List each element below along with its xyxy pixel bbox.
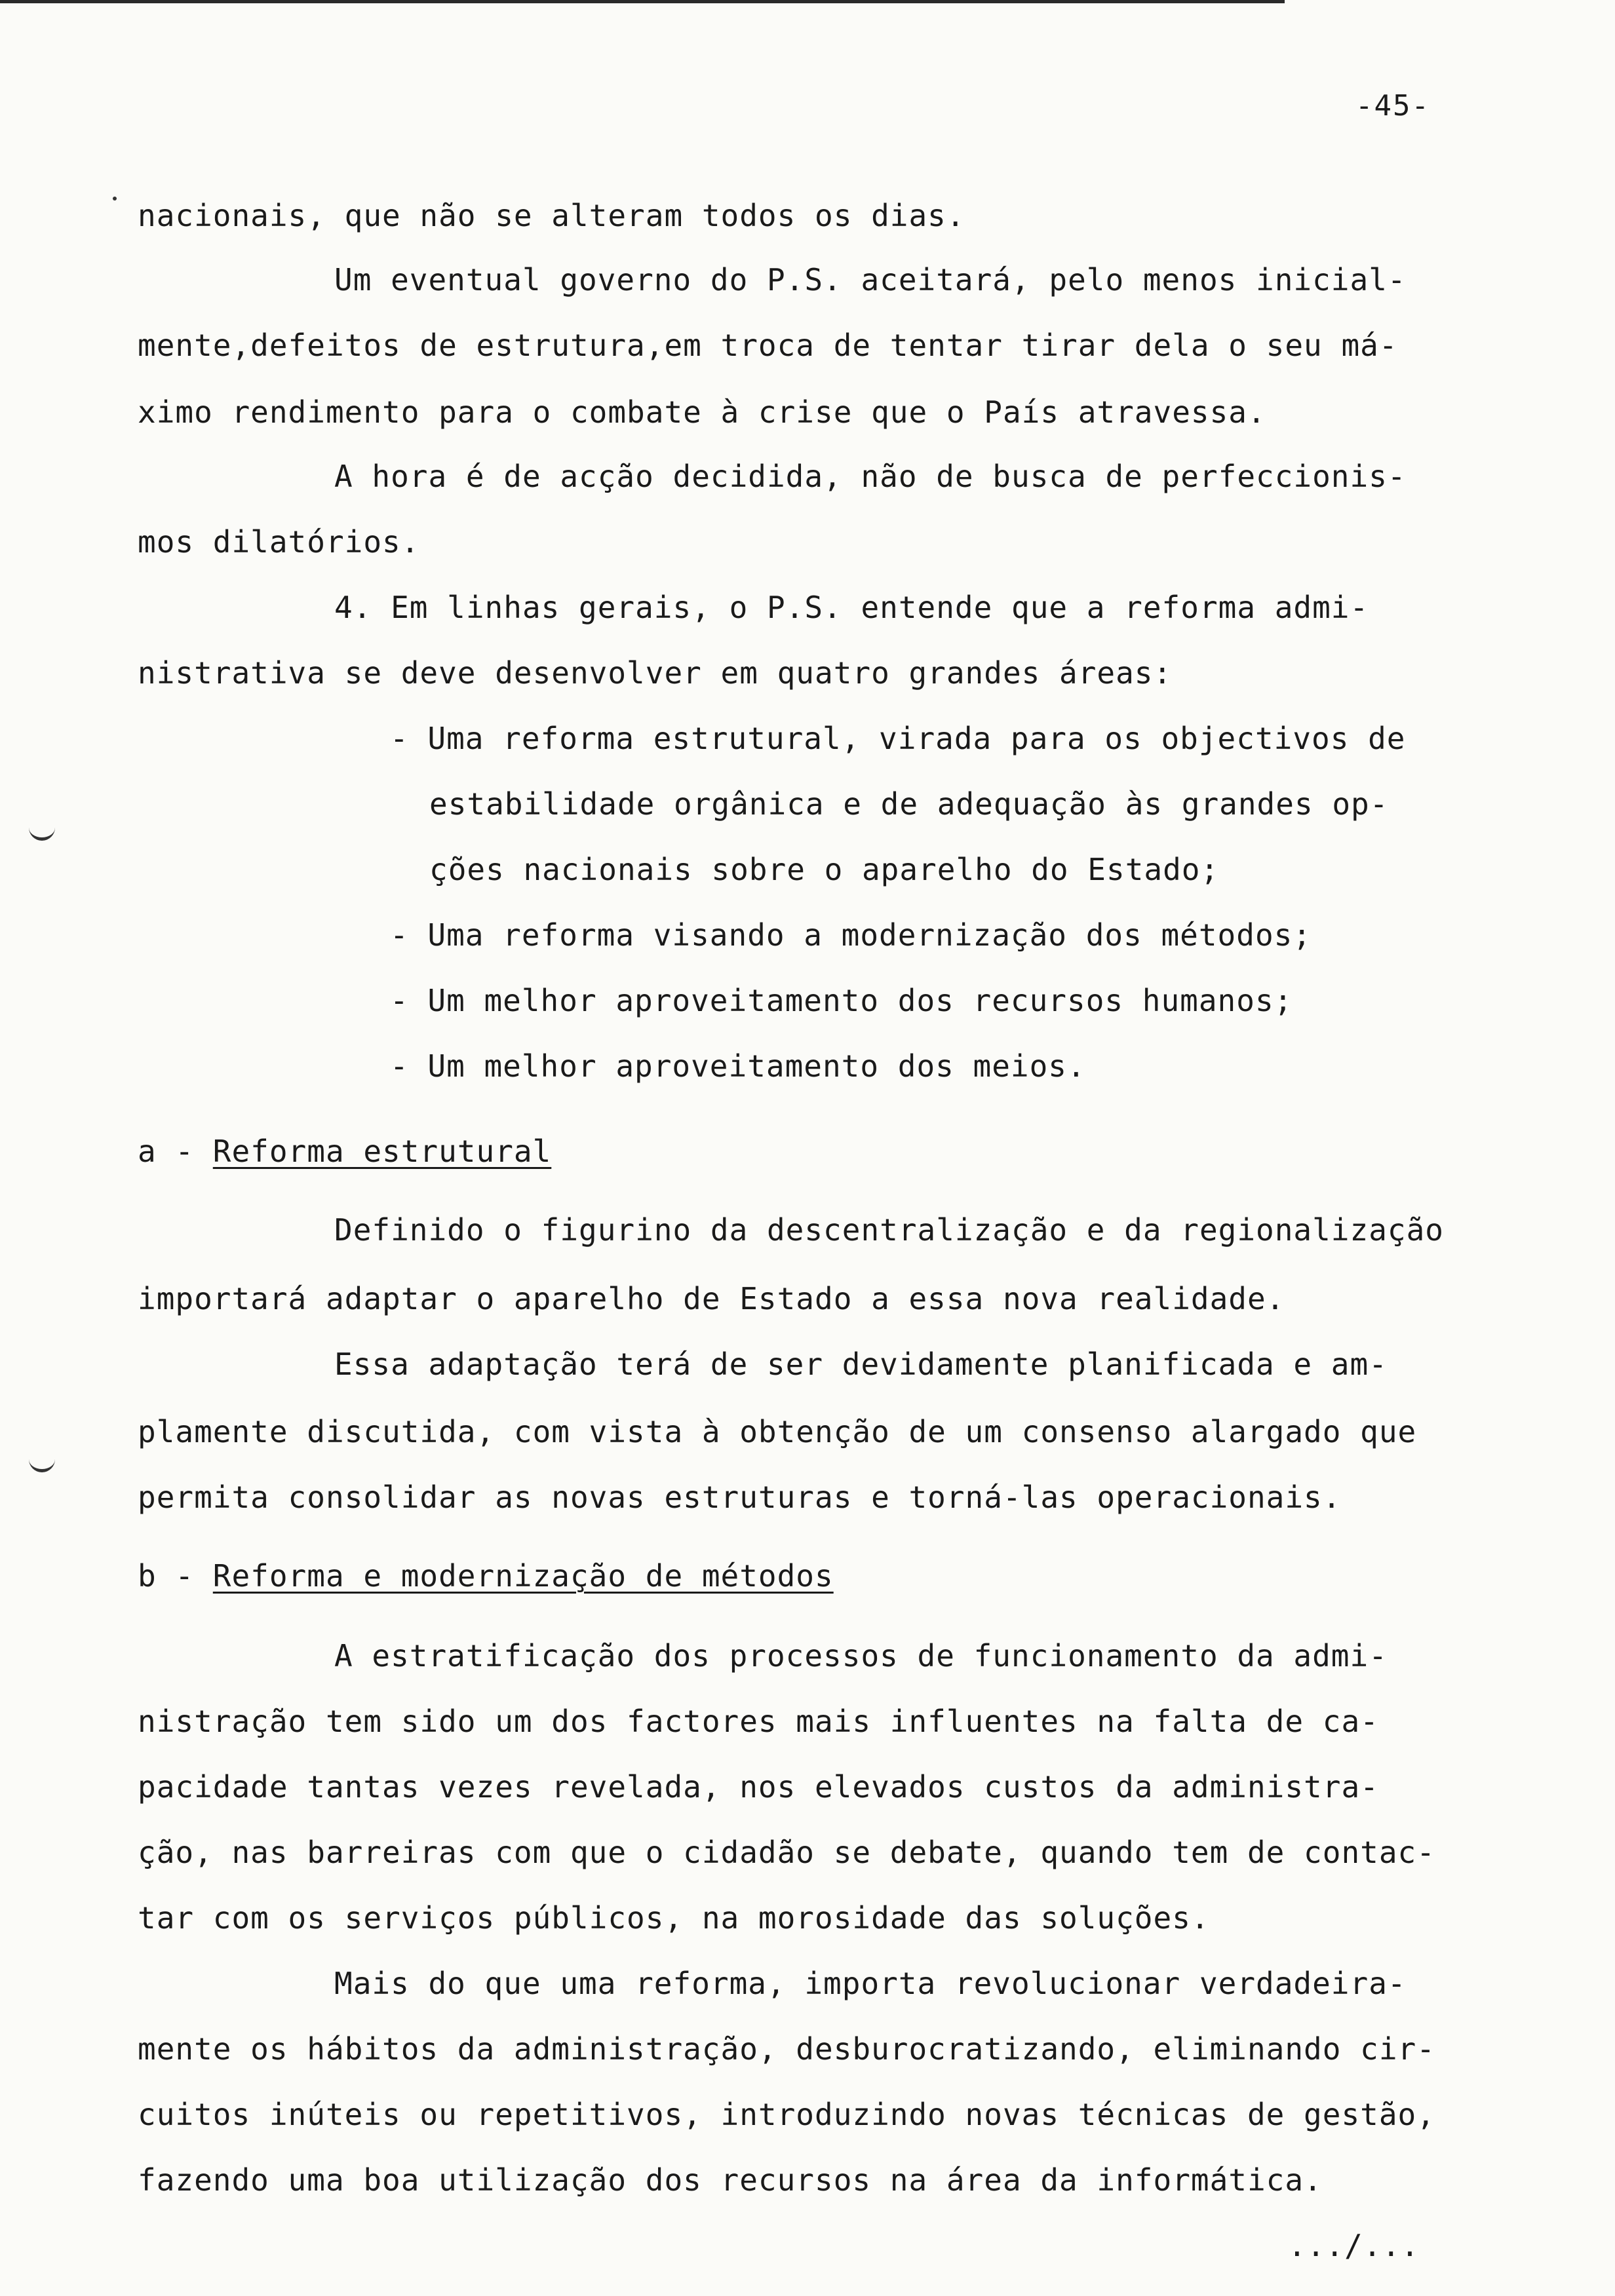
section-prefix: a - xyxy=(138,1134,213,1169)
text-line: fazendo uma boa utilização dos recursos na área da informática. xyxy=(138,2162,1323,2198)
text-line: pacidade tantas vezes revelada, nos elevados custos da administra- xyxy=(138,1769,1379,1805)
margin-binding-mark xyxy=(29,1459,55,1472)
list-item-continuation: estabilidade orgânica e de adequação às grandes op- xyxy=(429,786,1389,822)
text-line: nacionais, que não se alteram todos os dias. xyxy=(138,198,965,233)
section-heading-b xyxy=(138,1558,834,1594)
text-line: A hora é de acção decidida, não de busca de perfeccionis- xyxy=(334,459,1407,494)
text-line: Mais do que uma reforma, importa revolucionar verdadeira- xyxy=(334,1966,1407,2001)
text-line: nistrativa se deve desenvolver em quatro grandes áreas: xyxy=(138,655,1173,691)
text-line: Essa adaptação terá de ser devidamente planificada e am- xyxy=(334,1347,1388,1382)
text-line: A estratificação dos processos de funcionamento da admi- xyxy=(334,1638,1388,1674)
text-line: tar com os serviços públicos, na morosidade das soluções. xyxy=(138,1900,1210,1936)
text-line: 4. Em linhas gerais, o P.S. entende que a reforma admi- xyxy=(334,590,1369,625)
continuation-marker: .../... xyxy=(1288,2228,1420,2263)
list-item-continuation: ções nacionais sobre o aparelho do Estado; xyxy=(429,852,1220,887)
text-line: plamente discutida, com vista à obtenção de um consenso alargado que xyxy=(138,1414,1417,1449)
section-title: Reforma estrutural xyxy=(212,1134,552,1169)
text-line: cuitos inúteis ou repetitivos, introduzindo novas técnicas de gestão, xyxy=(138,2097,1435,2132)
margin-binding-mark xyxy=(29,827,55,841)
section-title: Reforma e modernização de métodos xyxy=(212,1558,834,1594)
text-line: mos dilatórios. xyxy=(138,524,420,560)
text-line: Um eventual governo do P.S. aceitará, pelo menos inicial- xyxy=(334,262,1407,297)
list-item: - Um melhor aproveitamento dos meios. xyxy=(390,1048,1086,1084)
text-line: mente os hábitos da administração, desburocratizando, eliminando cir- xyxy=(138,2031,1435,2067)
text-line: nistração tem sido um dos factores mais influentes na falta de ca- xyxy=(138,1704,1379,1739)
list-item: - Uma reforma visando a modernização dos métodos; xyxy=(390,917,1312,953)
text-line: mente,defeitos de estrutura,em troca de tentar tirar dela o seu má- xyxy=(138,328,1398,363)
margin-dot xyxy=(113,197,117,201)
text-line: importará adaptar o aparelho de Estado a essa nova realidade. xyxy=(138,1281,1285,1316)
section-prefix: b - xyxy=(138,1558,213,1594)
list-item: - Uma reforma estrutural, virada para os objectivos de xyxy=(390,721,1406,756)
list-item: - Um melhor aproveitamento dos recursos humanos; xyxy=(390,983,1293,1018)
text-line: ximo rendimento para o combate à crise que o País atravessa. xyxy=(138,394,1266,430)
text-line: Definido o figurino da descentralização e da regionalização xyxy=(334,1212,1444,1248)
page-number: -45- xyxy=(1355,89,1430,123)
text-line: ção, nas barreiras com que o cidadão se debate, quando tem de contac- xyxy=(138,1835,1435,1870)
text-line: permita consolidar as novas estruturas e torná-las operacionais. xyxy=(138,1480,1342,1515)
section-heading-a xyxy=(138,1134,551,1169)
top-border-line xyxy=(0,0,1285,3)
